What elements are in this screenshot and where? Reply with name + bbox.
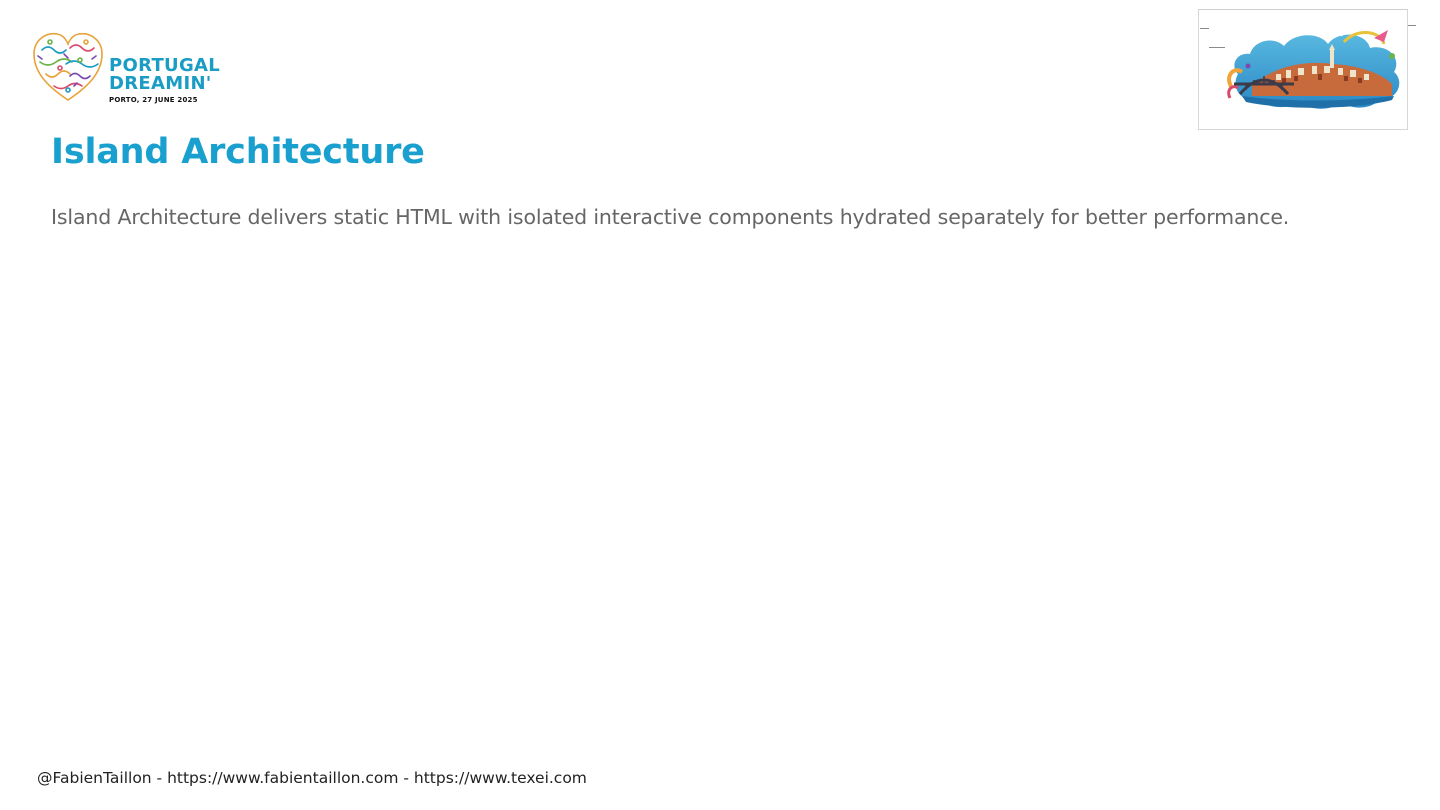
slide-description: Island Architecture delivers static HTML with isolated interactive components hydrated separately for better performance. <box>51 205 1290 229</box>
logo-line-dreamin: DREAMIN' <box>109 73 212 94</box>
porto-cityscape-image <box>1224 26 1406 112</box>
heart-logo-icon <box>30 30 106 106</box>
frame-tick <box>1209 47 1225 48</box>
frame-tick <box>1408 25 1416 26</box>
logo-line-portugal: PORTUGAL <box>109 55 221 76</box>
logo-line-date: PORTO, 27 JUNE 2025 <box>109 96 198 104</box>
event-logo <box>30 30 220 110</box>
frame-tick <box>1200 28 1209 29</box>
slide-title: Island Architecture <box>51 132 425 172</box>
footer-credits: @FabienTaillon - https://www.fabientaillon.com - https://www.texei.com <box>37 769 587 787</box>
